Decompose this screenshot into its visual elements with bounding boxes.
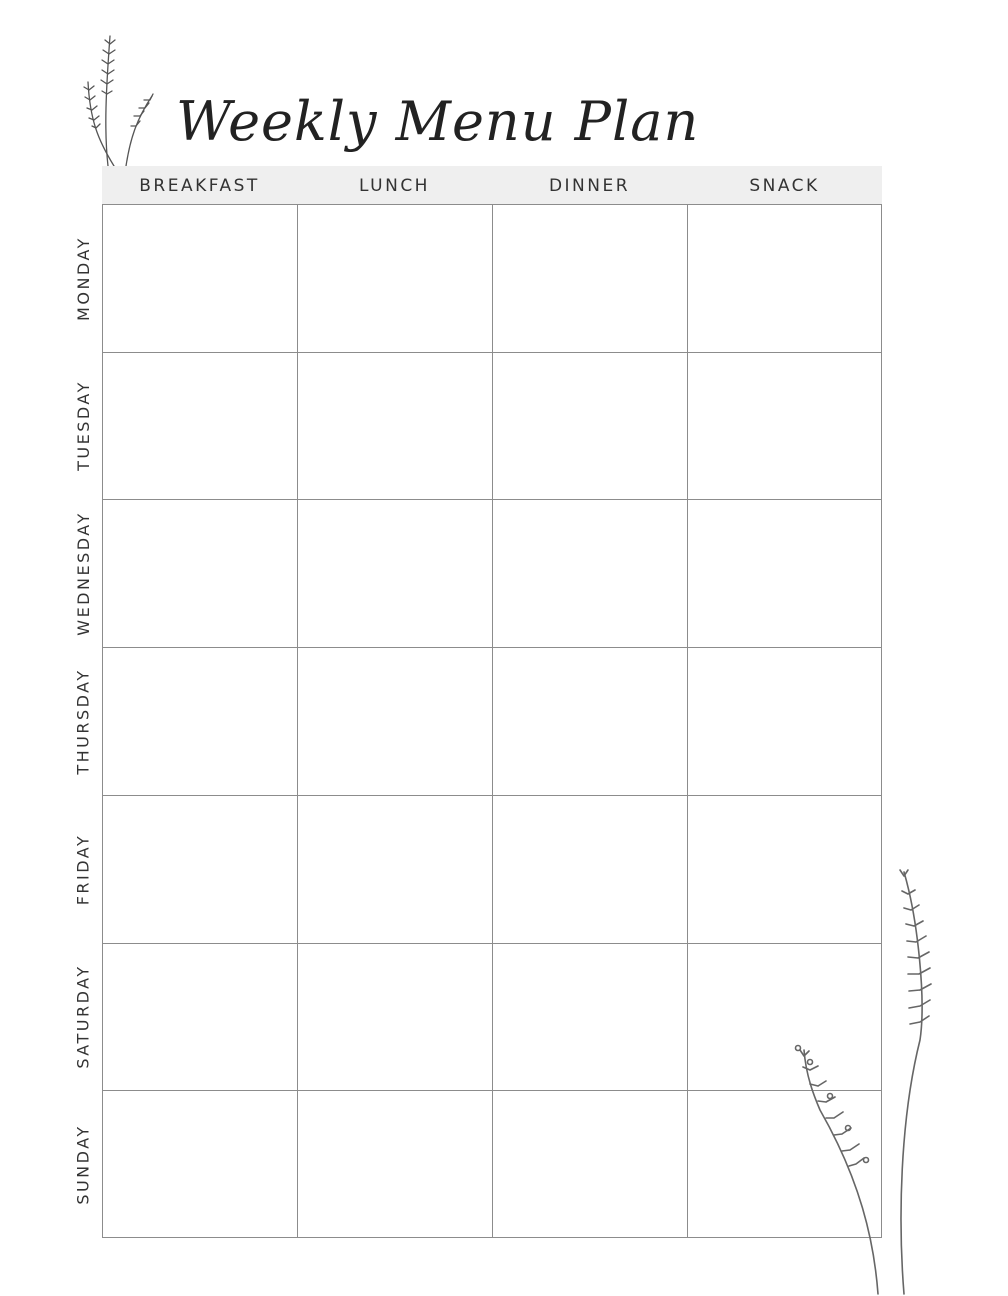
row-label-monday: MONDAY (73, 235, 93, 321)
page-title: Weekly Menu Plan (176, 90, 700, 153)
lavender-sprig-icon (78, 30, 162, 170)
grid-divider (102, 795, 882, 796)
grid-divider (102, 647, 882, 648)
grid-divider (102, 499, 882, 500)
row-label-friday: FRIDAY (73, 833, 93, 905)
grid-divider (102, 943, 882, 944)
row-label-wednesday: WEDNESDAY (73, 510, 93, 636)
row-label-sunday: SUNDAY (73, 1123, 93, 1205)
grid-divider (102, 352, 882, 353)
row-label-tuesday: TUESDAY (73, 380, 93, 471)
grid-divider (297, 204, 298, 1238)
column-header-dinner: DINNER (548, 176, 631, 196)
grid-divider (687, 204, 688, 1238)
row-label-thursday: THURSDAY (73, 667, 93, 775)
grid-divider (492, 204, 493, 1238)
lavender-sprig-icon (790, 860, 950, 1296)
grid-divider (102, 1090, 882, 1091)
column-header-lunch: LUNCH (359, 176, 430, 196)
row-label-saturday: SATURDAY (73, 964, 93, 1069)
column-header-breakfast: BREAKFAST (139, 176, 260, 196)
column-header-snack: SNACK (749, 176, 820, 196)
